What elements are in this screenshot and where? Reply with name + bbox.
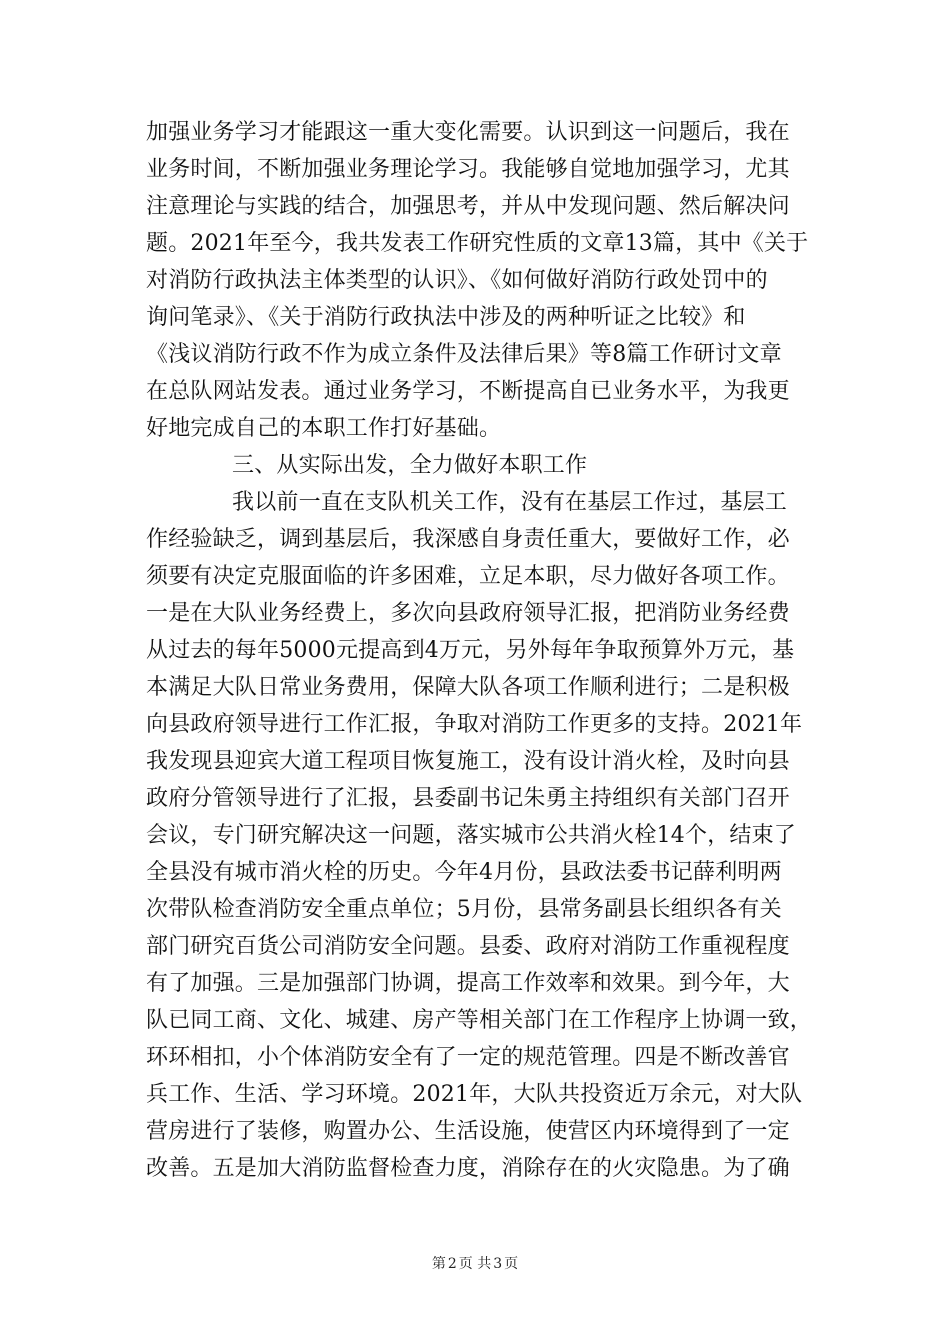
body-line: 注意理论与实践的结合，加强思考，并从中发现问题、然后解决问: [146, 194, 790, 219]
body-line: 对消防行政执法主体类型的认识》、《如何做好消防行政处罚中的: [146, 268, 768, 293]
body-line: 好地完成自己的本职工作打好基础。: [146, 416, 502, 441]
body-line: 从过去的每年5000元提高到4万元，另外每年争取预算外万元，基: [146, 638, 795, 663]
body-line: 会议，专门研究解决这一问题，落实城市公共消火栓14个，结束了: [146, 823, 796, 848]
section-heading: 三、从实际出发，全力做好本职工作: [232, 453, 588, 478]
body-line: 队已同工商、文化、城建、房产等相关部门在工作程序上协调一致，: [146, 1008, 813, 1033]
current-page-number: 2: [447, 1256, 457, 1272]
body-line: 营房进行了装修，购置办公、生活设施，使营区内环境得到了一定: [146, 1119, 790, 1144]
body-line: 有了加强。三是加强部门协调，提高工作效率和效果。到今年，大: [146, 971, 790, 996]
body-line: 题。2021年至今，我共发表工作研究性质的文章13篇，其中《关于: [146, 231, 809, 256]
body-line: 询问笔录》、《关于消防行政执法中涉及的两种听证之比较》和: [146, 305, 746, 330]
footer-middle: 页 共: [458, 1256, 492, 1272]
body-line: 作经验缺乏，调到基层后，我深感自身责任重大，要做好工作，必: [146, 527, 790, 552]
page-number-footer: [0, 1255, 950, 1273]
paragraph-first-line: 我以前一直在支队机关工作，没有在基层工作过，基层工: [232, 490, 788, 515]
body-line: 业务时间，不断加强业务理论学习。我能够自觉地加强学习，尤其: [146, 157, 790, 182]
body-line: 部门研究百货公司消防安全问题。县委、政府对消防工作重视程度: [146, 934, 790, 959]
body-line: 环环相扣，小个体消防安全有了一定的规范管理。四是不断改善官: [146, 1045, 790, 1070]
body-line: 《浅议消防行政不作为成立条件及法律后果》等8篇工作研讨文章: [146, 342, 782, 367]
body-line: 加强业务学习才能跟这一重大变化需要。认识到这一问题后，我在: [146, 120, 790, 145]
body-line: 政府分管领导进行了汇报，县委副书记朱勇主持组织有关部门召开: [146, 786, 790, 811]
body-line: 兵工作、生活、学习环境。2021年，大队共投资近万余元，对大队: [146, 1082, 803, 1107]
footer-prefix: 第: [431, 1256, 446, 1272]
body-line: 本满足大队日常业务费用，保障大队各项工作顺利进行；二是积极: [146, 675, 790, 700]
footer-suffix: 页: [504, 1256, 519, 1272]
body-line: 全县没有城市消火栓的历史。今年4月份，县政法委书记薛利明两: [146, 860, 782, 885]
body-line: 一是在大队业务经费上，多次向县政府领导汇报，把消防业务经费: [146, 601, 790, 626]
body-line: 改善。五是加大消防监督检查力度，消除存在的火灾隐患。为了确: [146, 1156, 790, 1181]
body-line: 向县政府领导进行工作汇报，争取对消防工作更多的支持。2021年: [146, 712, 803, 737]
total-page-count: 3: [493, 1256, 503, 1272]
body-line: 我发现县迎宾大道工程项目恢复施工，没有设计消火栓，及时向县: [146, 749, 790, 774]
body-line: 次带队检查消防安全重点单位；5月份，县常务副县长组织各有关: [146, 897, 782, 922]
body-line: 须要有决定克服面临的许多困难，立足本职，尽力做好各项工作。: [146, 564, 790, 589]
body-line: 在总队网站发表。通过业务学习，不断提高自已业务水平，为我更: [146, 379, 790, 404]
